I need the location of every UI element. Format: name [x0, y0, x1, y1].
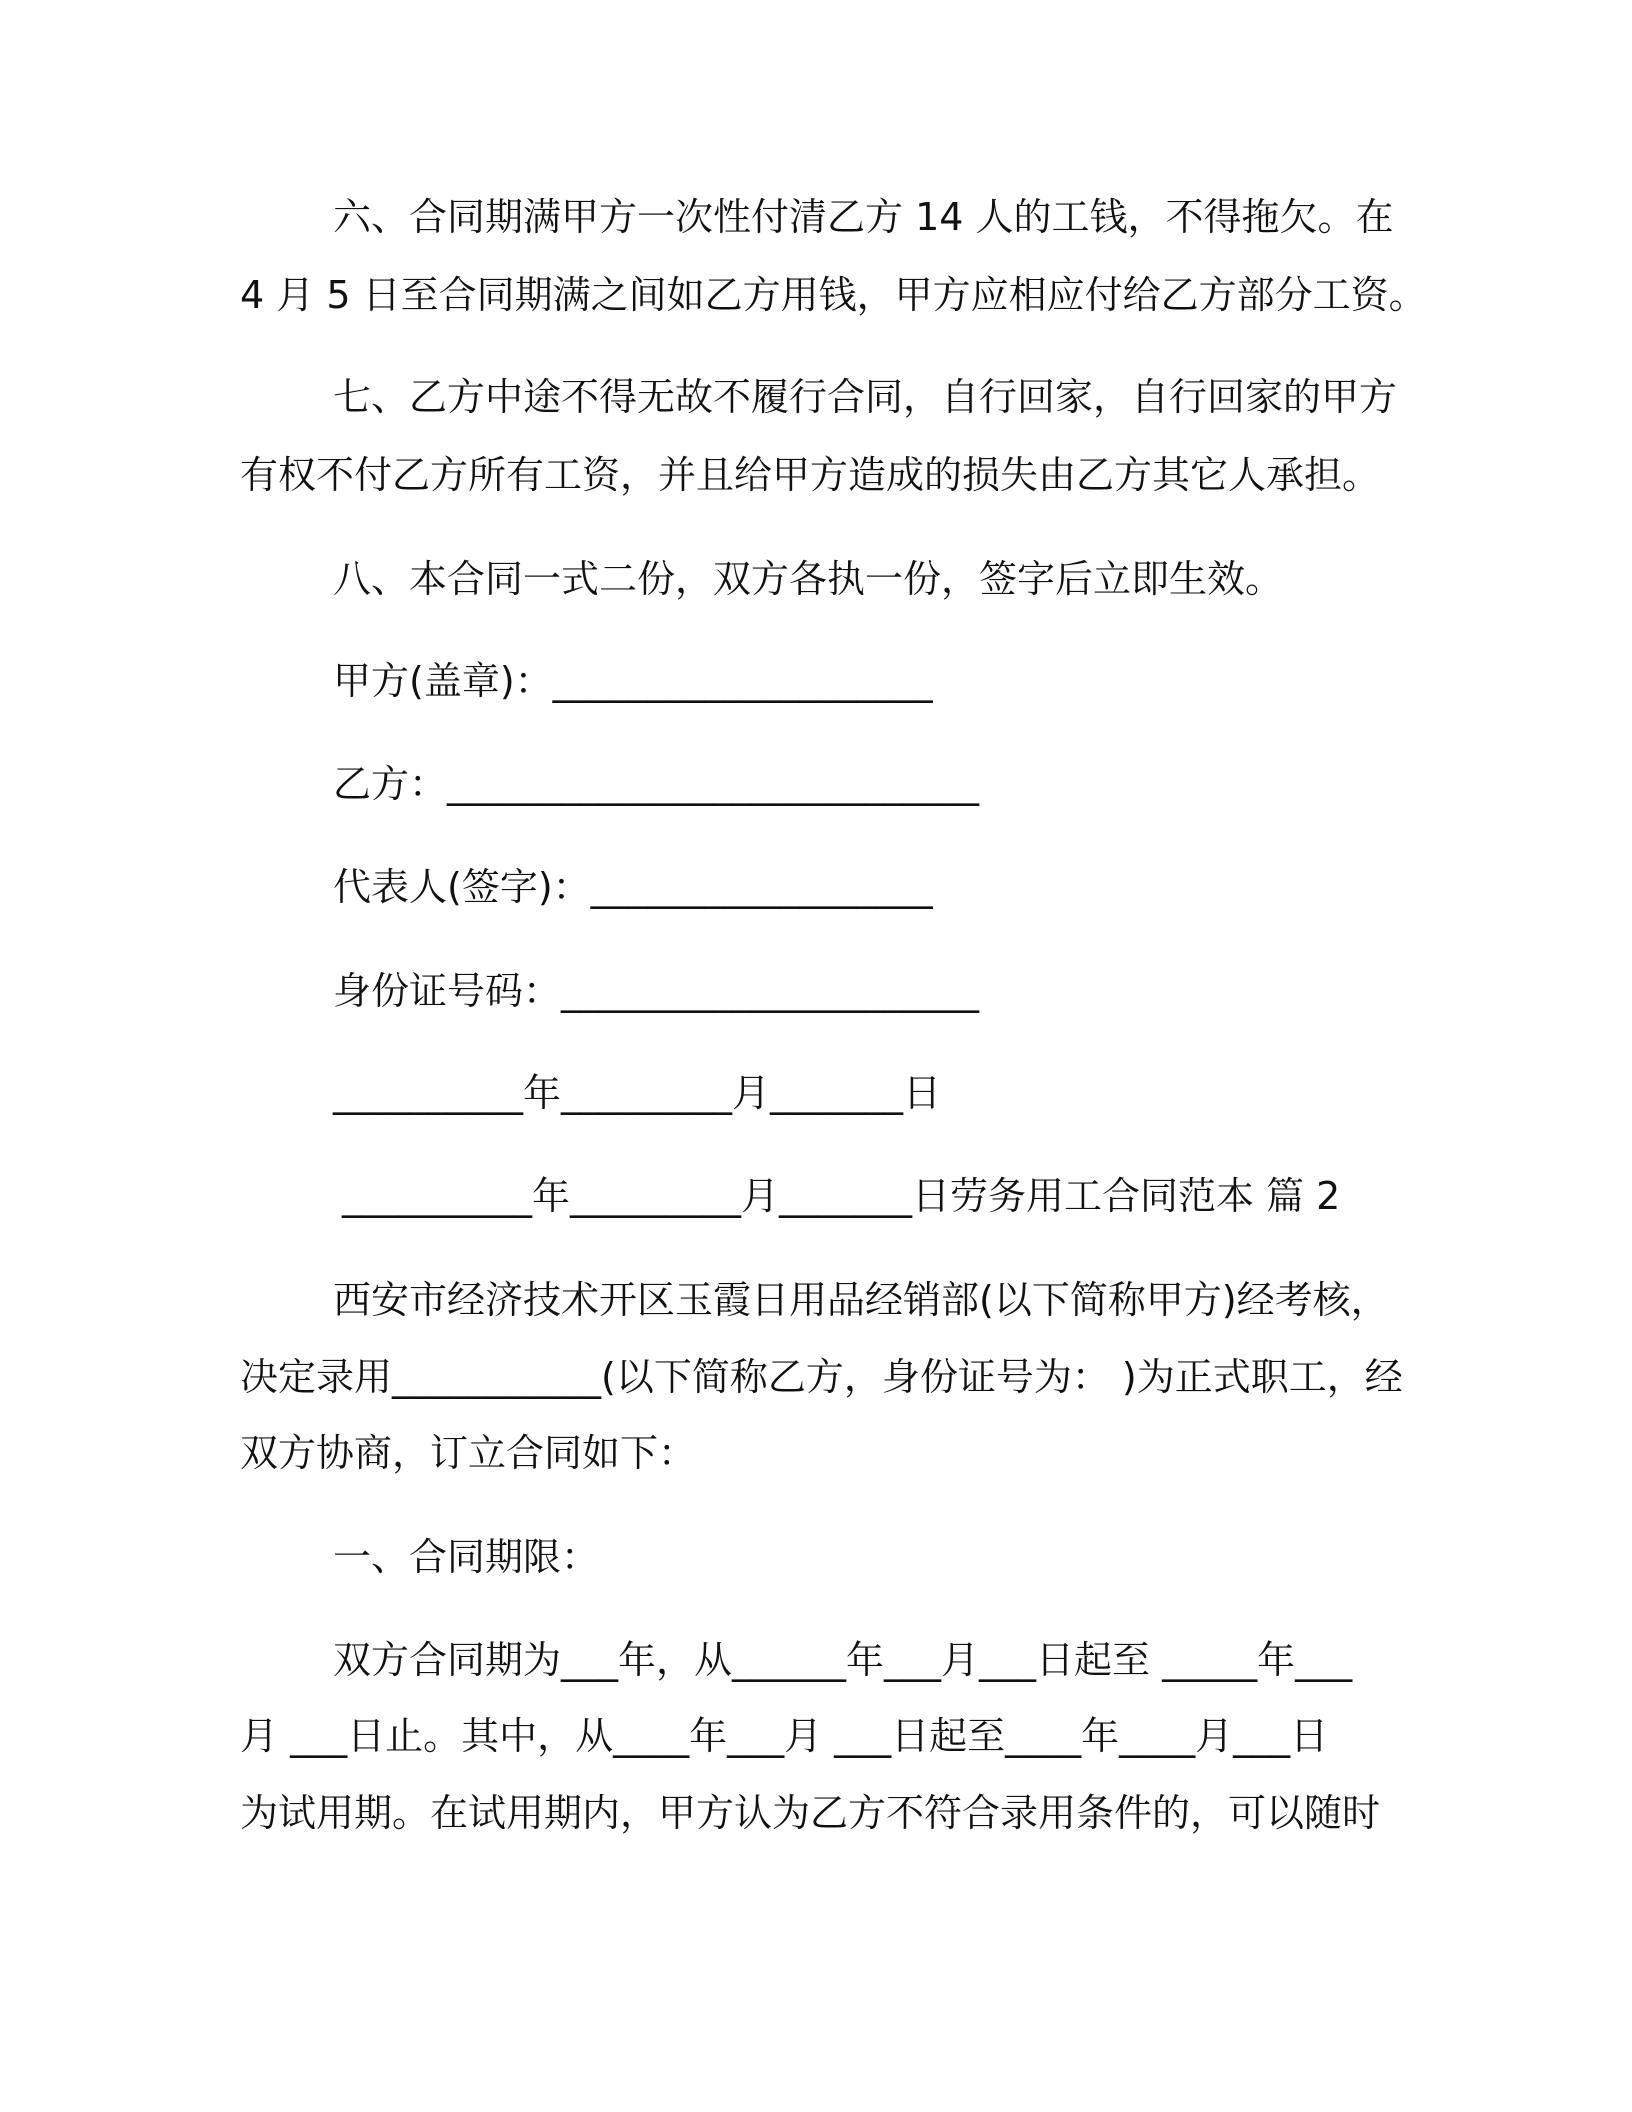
term-line-1: 双方合同期为___年，从______年___月___日起至 _____年___: [333, 1638, 1353, 1682]
clause-7-line-2: 有权不付乙方所有工资，并且给甲方造成的损失由乙方其它人承担。: [240, 453, 1381, 497]
intro-line-1: 西安市经济技术开区玉霞日用品经销部(以下简称甲方)经考核，: [333, 1278, 1389, 1322]
term-line-2: 月 ___日止。其中，从____年___月 ___日起至____年____月___日: [240, 1714, 1329, 1758]
date-field: __________年_________月_______日: [333, 1071, 942, 1115]
clause-8: 八、本合同一式二份，双方各执一份，签字后立即生效。: [333, 557, 1284, 601]
party-b-field: 乙方：____________________________: [333, 762, 980, 806]
clause-6-line-1: 六、合同期满甲方一次性付清乙方 14 人的工钱，不得拖欠。在: [333, 195, 1394, 239]
representative-signature-field: 代表人(签字)：__________________: [333, 865, 933, 909]
intro-line-3: 双方协商，订立合同如下：: [240, 1431, 697, 1475]
clause-6-line-2: 4 月 5 日至合同期满之间如乙方用钱，甲方应相应付给乙方部分工资。: [240, 273, 1427, 317]
term-line-3: 为试用期。在试用期内，甲方认为乙方不符合录用条件的，可以随时: [240, 1791, 1381, 1835]
party-a-seal-field: 甲方(盖章)：____________________: [333, 659, 933, 703]
id-number-field: 身份证号码：______________________: [333, 969, 980, 1013]
intro-line-2: 决定录用___________(以下简称乙方，身份证号为： )为正式职工，经: [240, 1355, 1403, 1399]
section-title-contract-2: __________年_________月_______日劳务用工合同范本 篇 2: [342, 1174, 1341, 1218]
clause-7-line-1: 七、乙方中途不得无故不履行合同，自行回家，自行回家的甲方: [333, 375, 1398, 419]
heading-contract-term: 一、合同期限：: [333, 1535, 600, 1579]
